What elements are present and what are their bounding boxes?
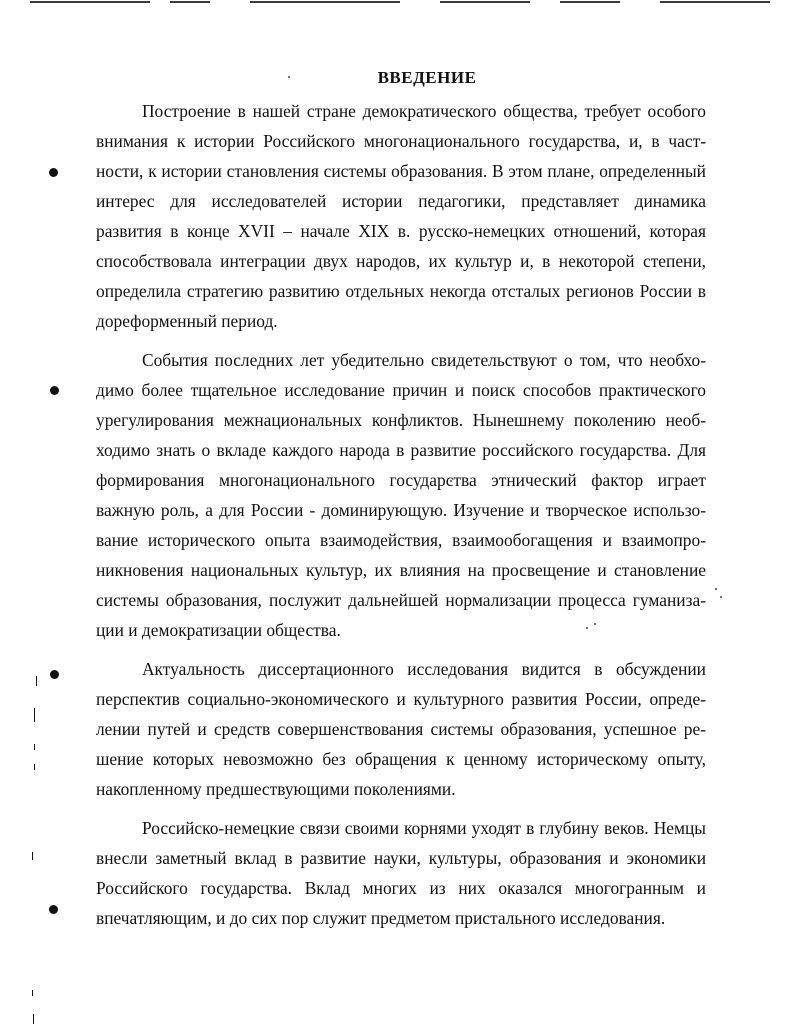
margin-scan-mark [34,708,35,722]
margin-scan-mark [34,744,35,750]
margin-punch-mark [50,386,59,395]
margin-scan-mark [34,764,35,770]
body-paragraph: Российско-немецкие связи своими корнями уходят в глубину веков. Немцы внесли заметный вклад в развитие науки, культуры, образования и экономики Российского государства. Вклад многих из них оказался многогранным и впечатляющим, и до сих пор служит предметом пристального исследования. [96,818,706,928]
body-paragraph: События последних лет убедительно свидетельствуют о том, что необходимо более тщательное исследование причин и поиск способов практического урегулирования межнациональных конфликтов. Нынешнему поколению необходимо знать о вкладе каждого народа в развитие российского государства. Для формирования многонационального государства этнический фактор играет важную роль, а для России - доминирующую. Изучение и творческое использование исторического опыта взаимодействия, взаимообогащения и взаимопроникновения национальных культур, их влияния на просвещение и становление системы образования, послужит дальнейшей нормализации процесса гуманизации и демократизации общества. [96,350,706,640]
scan-top-edge [0,0,793,6]
margin-scan-mark [32,852,33,860]
document-page [96,60,706,942]
margin-punch-mark [49,168,58,177]
margin-scan-mark [36,676,37,686]
margin-scan-mark [33,1014,34,1024]
margin-punch-mark [50,670,59,679]
margin-punch-mark [49,905,58,914]
margin-scan-mark [32,990,33,996]
scan-speck [715,588,717,590]
section-title: ВВЕДЕНИЕ [377,68,477,87]
scan-speck [720,596,722,598]
body-paragraph: Построение в нашей стране демократического общества, требует особого внимания к истории Российского многонационального государства, и, в частности, к истории становления системы образования. В этом плане, определенный интерес для исследователей истории педагогики, представляет динамика развития в конце XVII – начале XIX в. русско-немецких отношений, которая способствовала интеграции двух народов, их культур и, в некоторой степени, определила стратегию развитию отдельных некогда отсталых регионов России в дореформенный период. [96,101,706,331]
body-paragraph: Актуальность диссертационного исследования видится в обсуждении перспектив социально-экономического и культурного развития России, определении путей и средств совершенствования системы образования, успешное решение которых невозможно без обращения к ценному историческому опыту, накопленному предшествующими поколениями. [96,659,706,799]
